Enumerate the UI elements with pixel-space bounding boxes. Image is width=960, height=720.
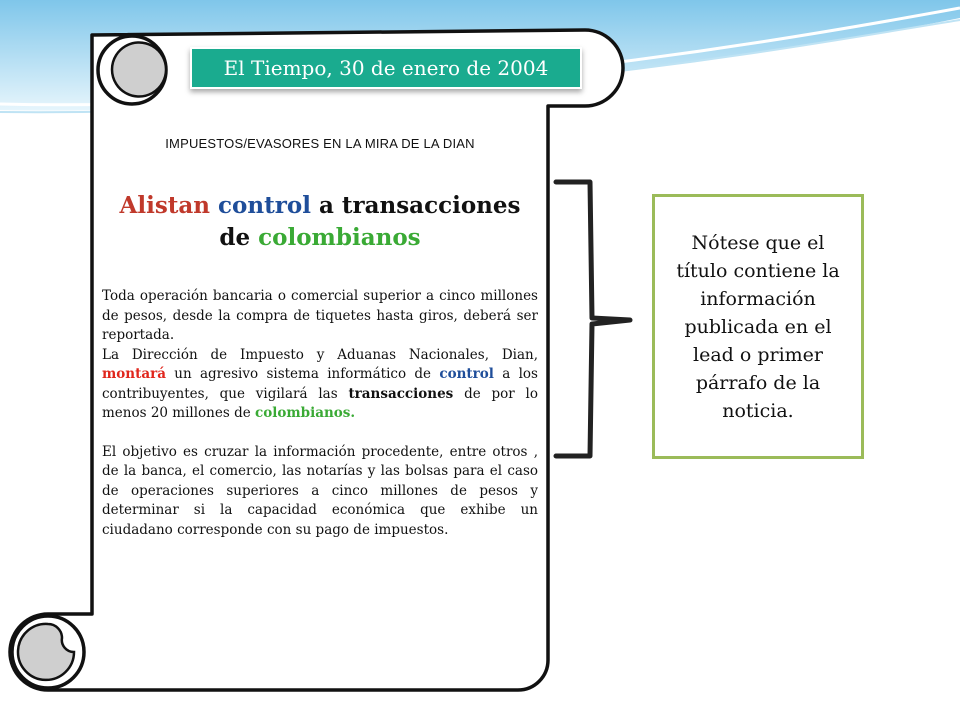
headline-words-transacciones: a transacciones xyxy=(318,192,521,219)
brace-bracket xyxy=(556,182,630,456)
p2-highlight-montara: montará xyxy=(102,366,166,382)
p2-text-3: a los contribuyentes, que vigilará las xyxy=(102,366,538,402)
p2-text-4: de por lo menos 20 millones de xyxy=(102,385,538,421)
article-headline xyxy=(100,190,540,254)
article-body xyxy=(102,287,538,540)
headline-word-de: de xyxy=(219,224,251,251)
note-text: Nótese que el título contiene la información publicada en el lead o primer párrafo de la noticia. xyxy=(676,231,840,422)
headline-word-colombianos: colombianos xyxy=(258,224,421,251)
headline-word-alistan: Alistan xyxy=(119,192,211,219)
article-kicker: IMPUESTOS/EVASORES EN LA MIRA DE LA DIAN xyxy=(165,136,475,151)
p2-highlight-colombianos: colombianos. xyxy=(255,405,356,421)
article-paragraph-2 xyxy=(102,346,538,424)
p2-highlight-control: control xyxy=(439,366,494,382)
date-label xyxy=(190,47,582,89)
article-paragraph-3: El objetivo es cruzar la información procedente, entre otros , de la banca, el comercio, las notarías y las bolsas para el caso de operaciones superiores a cinco millones de pesos y determinar si la capacidad económica que exhibe un ciudadano corresponde con su pago de impuestos. xyxy=(102,443,538,538)
p2-text-1: La Dirección de Impuesto y Aduanas Nacionales, Dian, xyxy=(102,346,538,363)
headline-word-control: control xyxy=(218,192,311,219)
date-label-text: El Tiempo, 30 de enero de 2004 xyxy=(223,56,549,80)
p2-text-2: un agresivo sistema informático de xyxy=(174,366,432,382)
p2-highlight-transacciones: transacciones xyxy=(348,385,454,402)
article-paragraph-lead: Toda operación bancaria o comercial superior a cinco millones de pesos, desde la compra de tiquetes hasta giros, deberá ser reportada. xyxy=(102,288,538,343)
note-box xyxy=(652,194,864,459)
